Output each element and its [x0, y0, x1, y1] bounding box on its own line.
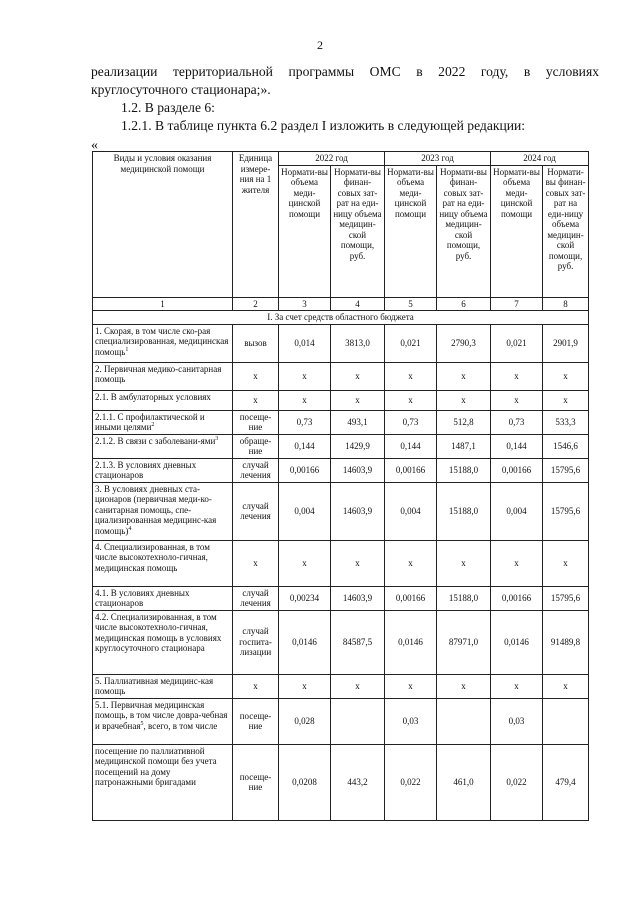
table-row [93, 586, 589, 610]
row-value: 0,00166 [491, 586, 543, 610]
row-value: 0,022 [491, 744, 543, 820]
row-unit: вызов [233, 324, 279, 362]
table-row [93, 744, 589, 820]
row-value: 443,2 [331, 744, 385, 820]
row-value: х [491, 390, 543, 410]
row-value: х [437, 674, 491, 698]
header-norm-volume-2024: Нормати-вы объема меди-цинской помощи [491, 165, 543, 297]
row-value: 0,028 [279, 698, 331, 744]
row-unit: х [233, 362, 279, 390]
row-value: 0,00166 [491, 458, 543, 482]
row-value: 15795,6 [543, 458, 589, 482]
footnote-marker: 5 [140, 720, 144, 727]
row-value: 0,0208 [279, 744, 331, 820]
row-value: 14603,9 [331, 482, 385, 540]
row-value: х [437, 362, 491, 390]
row-value: 15188,0 [437, 586, 491, 610]
table-row [93, 434, 589, 458]
table-body [93, 324, 589, 820]
table-row [93, 410, 589, 434]
header-care-type: Виды и условия оказания медицинской помощи [93, 152, 233, 298]
row-value: 0,0146 [279, 610, 331, 674]
column-number: 1 [93, 297, 233, 311]
table-row [93, 324, 589, 362]
row-value: 512,8 [437, 410, 491, 434]
table-row [93, 458, 589, 482]
row-value: 0,00166 [385, 458, 437, 482]
table-row [93, 362, 589, 390]
row-unit: посеще-ние [233, 410, 279, 434]
header-year-2024: 2024 год [491, 152, 589, 166]
row-label [93, 698, 233, 744]
row-value: 0,014 [279, 324, 331, 362]
header-unit: Единица измере-ния на 1 жителя [233, 152, 279, 298]
row-value: 0,022 [385, 744, 437, 820]
row-value: х [437, 390, 491, 410]
row-unit: случай госпита-лизации [233, 610, 279, 674]
row-value: х [543, 362, 589, 390]
row-value: 0,004 [385, 482, 437, 540]
row-label-text: 2.1.3. В условиях дневных стационаров [95, 459, 197, 480]
row-value: 0,03 [491, 698, 543, 744]
row-value: 91489,8 [543, 610, 589, 674]
row-label-text: посещение по паллиативной медицинской помощи без учета посещений на дому патронажными бригадами [95, 745, 217, 787]
column-number: 4 [331, 297, 385, 311]
row-value: 461,0 [437, 744, 491, 820]
header-norm-cost-2023: Нормати-вы финан-совых зат-рат на еди-ницу объема медицин-ской помощи, руб. [437, 165, 491, 297]
row-value: 0,0146 [385, 610, 437, 674]
column-number: 5 [385, 297, 437, 311]
row-label-text: 3. В условиях дневных ста-ционаров (первичная меди-ко-санитарная помощь, спе-циализированная медицинс-кая помощь) [95, 483, 217, 536]
row-value: 0,0146 [491, 610, 543, 674]
header-year-2022: 2022 год [279, 152, 385, 166]
row-unit: х [233, 674, 279, 698]
row-label-text: 2. Первичная медико-санитарная помощь [95, 363, 222, 384]
row-label [93, 482, 233, 540]
table-row [93, 610, 589, 674]
row-value: х [331, 362, 385, 390]
column-number-row [93, 297, 589, 311]
row-unit: х [233, 390, 279, 410]
opening-quote: « [91, 138, 98, 153]
row-value: 14603,9 [331, 586, 385, 610]
row-label [93, 458, 233, 482]
row-label [93, 540, 233, 586]
row-label [93, 610, 233, 674]
row-value: 3813,0 [331, 324, 385, 362]
row-value: х [279, 362, 331, 390]
row-value: 0,00234 [279, 586, 331, 610]
row-value: х [279, 390, 331, 410]
row-value: 15188,0 [437, 482, 491, 540]
row-value: 2901,9 [543, 324, 589, 362]
intro-line-4: 1.2.1. В таблице пункта 6.2 раздел I изложить в следующей редакции: [121, 118, 526, 133]
row-value: 0,73 [491, 410, 543, 434]
row-value: 1546,6 [543, 434, 589, 458]
row-value: х [543, 674, 589, 698]
row-value: 0,021 [491, 324, 543, 362]
row-value: 84587,5 [331, 610, 385, 674]
row-value: 0,004 [491, 482, 543, 540]
row-value: 15795,6 [543, 482, 589, 540]
row-value: 15188,0 [437, 458, 491, 482]
row-value: х [385, 362, 437, 390]
section-title: I. За счет средств областного бюджета [93, 311, 589, 325]
intro-text [91, 63, 599, 135]
row-value: х [543, 540, 589, 586]
row-label-text: 5. Паллиативная медицинс-кая помощь [95, 675, 214, 696]
row-value: 533,3 [543, 410, 589, 434]
table-row [93, 698, 589, 744]
row-label-text: 2.1. В амбулаторных условиях [95, 391, 211, 402]
row-label [93, 324, 233, 362]
column-number: 6 [437, 297, 491, 311]
row-label-text: 4.1. В условиях дневных стационаров [95, 587, 190, 608]
row-value [543, 698, 589, 744]
header-norm-volume-2023: Нормати-вы объема меди-цинской помощи [385, 165, 437, 297]
row-label-text: 4.2. Специализированная, в том числе высокотехноло-гичная, медицинская помощь в условиях круглосуточного стационара [95, 611, 222, 653]
row-value: х [543, 390, 589, 410]
row-value: х [385, 540, 437, 586]
footnote-marker: 4 [128, 525, 132, 532]
row-value: х [331, 540, 385, 586]
row-label [93, 362, 233, 390]
row-value: х [491, 362, 543, 390]
header-year-2023: 2023 год [385, 152, 491, 166]
column-number: 8 [543, 297, 589, 311]
column-number: 7 [491, 297, 543, 311]
row-unit: посеще-ние [233, 698, 279, 744]
row-value: х [331, 674, 385, 698]
row-label-tail: , всего, в том числе [143, 720, 218, 731]
standards-table [92, 151, 589, 821]
row-unit: случай лечения [233, 458, 279, 482]
intro-line-2: круглосуточного стационара;». [91, 82, 271, 97]
row-value: 0,00166 [279, 458, 331, 482]
column-number: 3 [279, 297, 331, 311]
row-value: 493,1 [331, 410, 385, 434]
footnote-marker: 3 [215, 435, 219, 442]
intro-line-1: реализации территориальной программы ОМС в 2022 году, в условиях [91, 64, 599, 79]
page-number: 2 [317, 38, 323, 52]
row-label-text: 4. Специализированная, в том числе высокотехноло-гичная, медицинская помощь [95, 541, 210, 573]
row-unit: посеще-ние [233, 744, 279, 820]
footnote-marker: 2 [151, 422, 155, 428]
row-value: 1487,1 [437, 434, 491, 458]
row-unit: случай лечения [233, 586, 279, 610]
row-label-text: 2.1.1. С профилактической и иными целями [95, 411, 205, 432]
intro-line-3: 1.2. В разделе 6: [121, 100, 215, 115]
row-value: х [491, 674, 543, 698]
row-value: х [385, 390, 437, 410]
header-norm-volume-2022: Нормати-вы объема меди-цинской помощи [279, 165, 331, 297]
row-value: 0,144 [279, 434, 331, 458]
row-value: х [491, 540, 543, 586]
row-label-text: 1. Скорая, в том числе ско-рая специализированная, медицинская помощь [95, 325, 229, 357]
row-value: 14603,9 [331, 458, 385, 482]
row-unit: обраще-ние [233, 434, 279, 458]
row-value: 87971,0 [437, 610, 491, 674]
row-label [93, 586, 233, 610]
row-label [93, 744, 233, 820]
row-value: х [279, 540, 331, 586]
row-value: 0,73 [385, 410, 437, 434]
row-value: х [385, 674, 437, 698]
row-label [93, 674, 233, 698]
header-norm-cost-2022: Нормати-вы финан-совых зат-рат на еди-ницу объема медицин-ской помощи, руб. [331, 165, 385, 297]
row-unit: случай лечения [233, 482, 279, 540]
row-value: 0,021 [385, 324, 437, 362]
row-value: 15795,6 [543, 586, 589, 610]
table-row [93, 390, 589, 410]
header-norm-cost-2024: Нормати-вы финан-совых зат-рат на еди-ницу объема медицин-ской помощи, руб. [543, 165, 589, 297]
row-label-text: 5.1. Первичная медицинская помощь, в том числе довра-чебная и врачебная [95, 699, 228, 731]
row-value: 0,144 [385, 434, 437, 458]
table-row [93, 540, 589, 586]
row-value: 479,4 [543, 744, 589, 820]
row-unit: х [233, 540, 279, 586]
row-label [93, 390, 233, 410]
row-label [93, 434, 233, 458]
row-value [437, 698, 491, 744]
table-row [93, 482, 589, 540]
table-row [93, 674, 589, 698]
row-value [331, 698, 385, 744]
row-value: 0,03 [385, 698, 437, 744]
row-label [93, 410, 233, 434]
row-value: 0,004 [279, 482, 331, 540]
row-value: х [331, 390, 385, 410]
row-label-text: 2.1.2. В связи с заболевани-ями [95, 435, 216, 446]
row-value: х [279, 674, 331, 698]
row-value: 0,00166 [385, 586, 437, 610]
row-value: 0,73 [279, 410, 331, 434]
column-number: 2 [233, 297, 279, 311]
row-value: х [437, 540, 491, 586]
footnote-marker: 1 [125, 346, 129, 353]
row-value: 0,144 [491, 434, 543, 458]
row-value: 1429,9 [331, 434, 385, 458]
row-value: 2790,3 [437, 324, 491, 362]
